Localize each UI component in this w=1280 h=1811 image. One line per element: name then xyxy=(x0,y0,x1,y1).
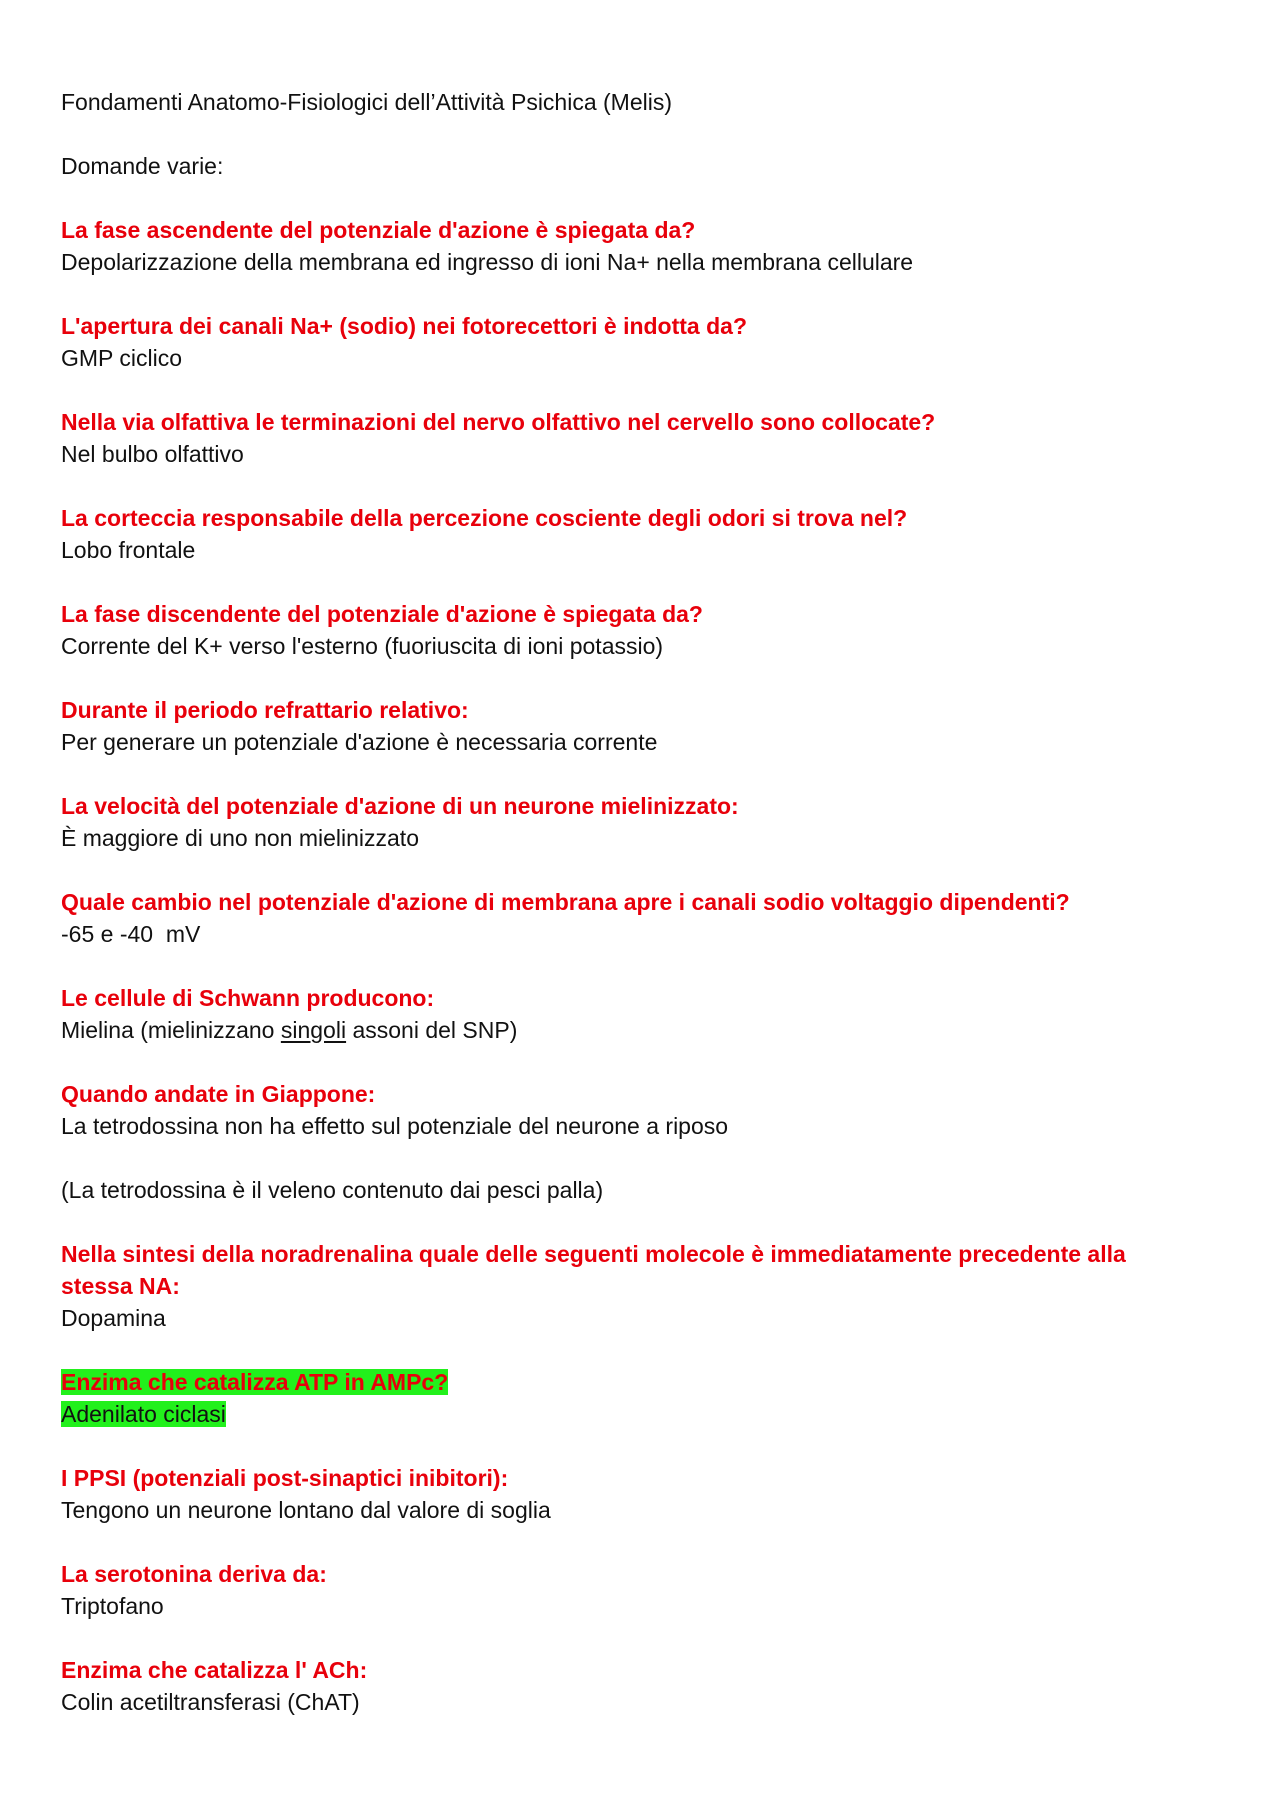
question-4: La corteccia responsabile della percezione cosciente degli odori si trova nel? xyxy=(61,505,908,531)
question-9: Le cellule di Schwann producono: xyxy=(61,985,435,1011)
answer-10: La tetrodossina non ha effetto sul potenziale del neurone a riposo xyxy=(61,1113,729,1139)
question-14: La serotonina deriva da: xyxy=(61,1561,327,1587)
answer-9-post: assoni del SNP) xyxy=(346,1017,518,1043)
question-6: Durante il periodo refrattario relativo: xyxy=(61,697,469,723)
question-2: L'apertura dei canali Na+ (sodio) nei fotorecettori è indotta da? xyxy=(61,313,747,339)
answer-10-note: (La tetrodossina è il veleno contenuto dai pesci palla) xyxy=(61,1177,604,1203)
question-13: I PPSI (potenziali post-sinaptici inibitori): xyxy=(61,1465,509,1491)
answer-14: Triptofano xyxy=(61,1593,164,1619)
answer-7: È maggiore di uno non mielinizzato xyxy=(61,825,419,851)
question-11-line2: stessa NA: xyxy=(61,1273,180,1299)
answer-12 xyxy=(61,1398,1201,1430)
question-1: La fase ascendente del potenziale d'azione è spiegata da? xyxy=(61,217,696,243)
question-10: Quando andate in Giappone: xyxy=(61,1081,376,1107)
answer-4: Lobo frontale xyxy=(61,537,196,563)
question-3: Nella via olfattiva le terminazioni del nervo olfattivo nel cervello sono collocate? xyxy=(61,409,936,435)
question-11-line1: Nella sintesi della noradrenalina quale delle seguenti molecole è immediatamente precedente alla xyxy=(61,1241,1126,1267)
answer-9-underlined: singoli xyxy=(280,1017,347,1043)
answer-6: Per generare un potenziale d'azione è necessaria corrente xyxy=(61,729,658,755)
document-title: Fondamenti Anatomo-Fisiologici dell’Attività Psichica (Melis) xyxy=(61,89,673,115)
question-7: La velocità del potenziale d'azione di un neurone mielinizzato: xyxy=(61,793,739,819)
question-12-highlight: Enzima che catalizza ATP in AMPc? xyxy=(61,1369,449,1395)
question-8: Quale cambio nel potenziale d'azione di membrana apre i canali sodio voltaggio dipendenti? xyxy=(61,889,1070,915)
answer-12-highlight: Adenilato ciclasi xyxy=(61,1401,226,1427)
section-label: Domande varie: xyxy=(61,153,224,179)
answer-3: Nel bulbo olfattivo xyxy=(61,441,244,467)
question-12 xyxy=(61,1366,1201,1398)
answer-8: -65 e -40 mV xyxy=(61,921,201,947)
answer-9-pre: Mielina (mielinizzano xyxy=(61,1017,281,1043)
answer-15: Colin acetiltransferasi (ChAT) xyxy=(61,1689,360,1715)
answer-13: Tengono un neurone lontano dal valore di soglia xyxy=(61,1497,551,1523)
answer-11: Dopamina xyxy=(61,1305,166,1331)
question-15: Enzima che catalizza l' ACh: xyxy=(61,1657,368,1683)
question-5: La fase discendente del potenziale d'azione è spiegata da? xyxy=(61,601,703,627)
document-page xyxy=(61,86,1201,1718)
answer-9 xyxy=(61,1014,1201,1046)
answer-1: Depolarizzazione della membrana ed ingresso di ioni Na+ nella membrana cellulare xyxy=(61,249,914,275)
answer-5: Corrente del K+ verso l'esterno (fuoriuscita di ioni potassio) xyxy=(61,633,664,659)
answer-2: GMP ciclico xyxy=(61,345,182,371)
